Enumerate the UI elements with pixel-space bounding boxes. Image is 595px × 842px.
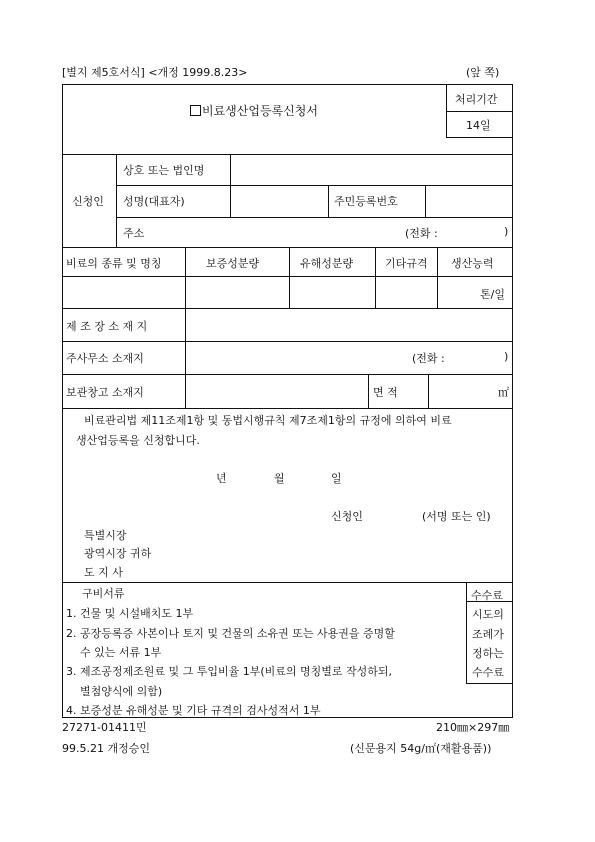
harmful-component-field[interactable] [293,280,371,304]
office-phone-label: (전화 : [412,352,445,365]
area-label: 면 적 [373,386,398,399]
paper-spec: (신문용지 54g/㎡(재활용품)) [350,742,492,755]
address-field[interactable] [236,222,386,242]
statement-line-2: 생산업등록을 신청합니다. [76,434,200,447]
rrn-label: 주민등록번호 [334,195,398,208]
recipient-province: 도 지 사 [84,566,123,579]
document-item-4: 4. 보증성분 유해성분 및 기타 규격의 검사성적서 1부 [66,704,321,717]
address-phone-label: (전화 : [405,227,438,240]
date-year-label: 년 [216,472,227,485]
signer-label: 신청인 [331,510,363,523]
fee-text-4: 수수료 [472,666,504,679]
business-name-field[interactable] [240,160,505,180]
office-location-field[interactable] [190,346,390,370]
factory-location-field[interactable] [190,313,508,337]
warehouse-location-field[interactable] [190,379,363,403]
fee-text-2: 조례가 [472,628,504,641]
fee-label: 수수료 [471,589,503,602]
documents-label: 구비서류 [82,587,125,600]
form-title [190,102,318,119]
capacity-unit: 톤/일 [480,288,505,301]
warehouse-location-label: 보관창고 소재지 [66,386,144,399]
document-item-2-cont: 수 있는 서류 1부 [80,646,162,659]
address-label: 주소 [123,227,145,240]
document-item-3: 3. 제조공정제조원료 및 그 투입비율 1부(비료의 명칭별로 작성하되, [66,665,393,678]
signature-label: (서명 또는 인) [422,510,491,523]
harmful-component-header: 유해성분량 [300,257,354,270]
other-spec-header: 기타규격 [385,257,428,270]
office-phone-close: ) [504,350,509,363]
fee-text-3: 정하는 [472,647,504,660]
rrn-field[interactable] [430,190,508,212]
office-location-label: 주사무소 소재지 [66,352,144,365]
recipient-metro-city: 광역시장 귀하 [84,547,152,560]
form-title-text: 비료생산업등록신청서 [202,104,318,118]
document-item-2: 2. 공장등록증 사본이나 토지 및 건물의 소유권 또는 사용권을 증명할 [66,627,395,640]
date-month-label: 월 [274,472,285,485]
checkbox-icon[interactable] [190,105,201,116]
paper-size: 210㎜×297㎜ [436,721,510,734]
area-field[interactable] [432,379,494,403]
guaranteed-component-field[interactable] [189,280,285,304]
processing-period-label: 처리기간 [455,93,498,106]
factory-location-label: 제 조 장 소 재 지 [66,320,148,333]
fertilizer-name-header: 비료의 종류 및 명칭 [66,257,162,270]
form-number: [별지 제5호서식] <개정 1999.8.23> [62,66,248,79]
production-capacity-header: 생산능력 [451,257,494,270]
business-name-label: 상호 또는 법인명 [123,164,205,177]
representative-name-label: 성명(대표자) [123,195,185,208]
processing-period-value: 14일 [466,119,491,132]
approval-date: 99.5.21 개정승인 [62,742,150,755]
applicant-section-label: 신청인 [72,195,104,208]
statement-line-1: 비료관리법 제11조제1항 및 동법시행규칙 제7조제1항의 규정에 의하여 비료 [84,414,452,427]
fee-text-1: 시도의 [472,608,504,621]
recipient-special-city: 특별시장 [84,529,127,542]
document-item-3-cont: 별첨양식에 의함) [80,685,163,698]
document-item-1: 1. 건물 및 시설배치도 1부 [66,607,194,620]
area-unit: ㎡ [498,386,509,399]
fertilizer-name-field[interactable] [66,280,181,304]
form-code: 27271-01411민 [62,721,147,734]
page-side: (앞 쪽) [466,66,500,79]
address-phone-close: ) [504,225,509,238]
guaranteed-component-header: 보증성분량 [206,257,260,270]
other-spec-field[interactable] [379,280,433,304]
representative-name-field[interactable] [236,190,322,212]
date-day-label: 일 [331,472,342,485]
